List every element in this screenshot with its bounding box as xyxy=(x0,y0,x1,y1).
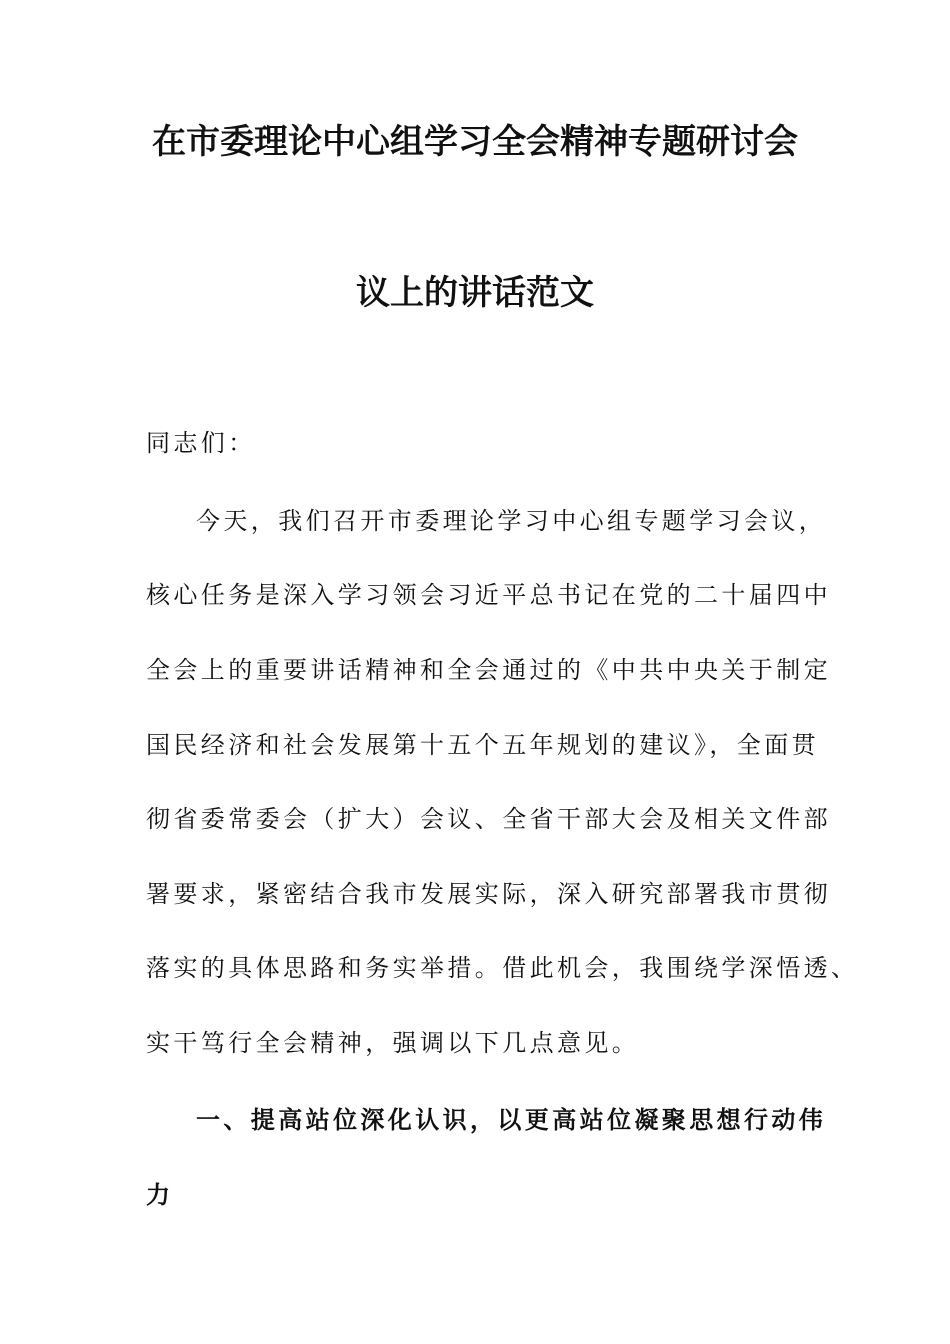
paragraph-line: 国民经济和社会发展第十五个五年规划的建议》，全面贯 xyxy=(146,731,819,759)
paragraph-line: 署要求，紧密结合我市发展实际，深入研究部署我市贯彻 xyxy=(146,880,831,908)
paragraph-line: 全会上的重要讲话精神和全会通过的《中共中央关于制定 xyxy=(146,656,831,684)
document-title-line-1: 在市委理论中心组学习全会精神专题研讨会 xyxy=(152,122,798,162)
salutation: 同志们： xyxy=(146,429,256,457)
document-title-line-2: 议上的讲话范文 xyxy=(356,273,594,313)
section-heading-line-1: 一、提高站位深化认识，以更高站位凝聚思想行动伟 xyxy=(196,1105,827,1134)
paragraph-line: 今天，我们召开市委理论学习中心组专题学习会议， xyxy=(196,507,827,535)
paragraph-line: 实干笃行全会精神，强调以下几点意见。 xyxy=(146,1029,640,1057)
paragraph-line: 落实的具体思路和务实举措。借此机会，我围绕学深悟透、 xyxy=(146,954,859,982)
paragraph-line: 核心任务是深入学习领会习近平总书记在党的二十届四中 xyxy=(146,581,831,609)
section-heading-line-2: 力 xyxy=(146,1180,174,1209)
paragraph-line: 彻省委常委会（扩大）会议、全省干部大会及相关文件部 xyxy=(146,805,831,833)
